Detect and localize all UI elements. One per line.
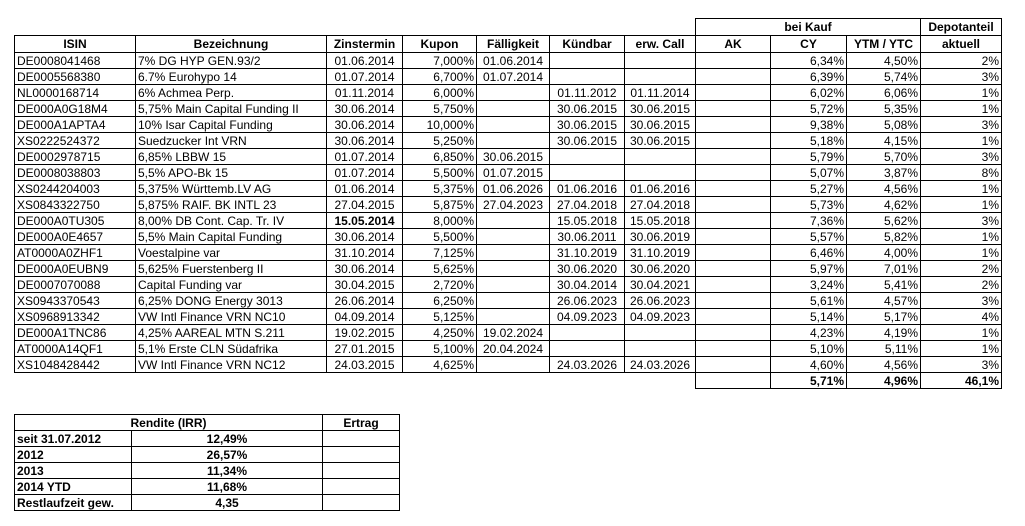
kuendbar-cell: 30.06.2015 [550,117,625,133]
total-ak [696,373,771,389]
ak-cell [696,357,771,373]
table-row [15,447,400,463]
zinstermin-cell: 01.07.2014 [327,149,403,165]
name-cell: Suedzucker Int VRN [136,133,327,149]
name-cell: 6% Achmea Perp. [136,85,327,101]
name-cell: VW Intl Finance VRN NC12 [136,357,327,373]
kupon-cell: 8,000% [403,213,477,229]
ytm-cell: 5,17% [847,309,921,325]
col-zinstermin: Zinstermin [327,36,403,53]
call-cell: 04.09.2023 [625,309,696,325]
depot-cell: 3% [921,293,1002,309]
cy-cell: 5,72% [771,101,847,117]
depot-cell: 1% [921,101,1002,117]
depot-cell: 1% [921,325,1002,341]
faelligkeit-cell [477,357,550,373]
table-row [15,325,1002,341]
ytm-cell: 4,00% [847,245,921,261]
irr-label-cell: 2013 [15,463,132,479]
col-ak: AK [696,36,771,53]
name-cell: 5,5% Main Capital Funding [136,229,327,245]
call-cell: 30.06.2020 [625,261,696,277]
name-cell: 5,875% RAIF. BK INTL 23 [136,197,327,213]
isin-cell: DE0007070088 [15,277,136,293]
cy-cell: 4,23% [771,325,847,341]
irr-ertrag-cell [323,495,400,511]
cy-cell: 6,34% [771,53,847,69]
depot-cell: 2% [921,261,1002,277]
ak-cell [696,85,771,101]
isin-cell: DE000A0G18M4 [15,101,136,117]
ak-cell [696,325,771,341]
depot-cell: 1% [921,85,1002,101]
zinstermin-cell: 26.06.2014 [327,293,403,309]
ak-cell [696,149,771,165]
isin-cell: XS0244204003 [15,181,136,197]
kupon-cell: 5,500% [403,229,477,245]
zinstermin-cell: 19.02.2015 [327,325,403,341]
kupon-cell: 10,000% [403,117,477,133]
zinstermin-cell: 01.11.2014 [327,85,403,101]
cy-cell: 4,60% [771,357,847,373]
name-cell: 6,25% DONG Energy 3013 [136,293,327,309]
irr-label-cell: 2014 YTD [15,479,132,495]
table-row [15,69,1002,85]
zinstermin-cell: 01.07.2014 [327,165,403,181]
isin-cell: XS0843322750 [15,197,136,213]
isin-cell: DE000A1APTA4 [15,117,136,133]
cy-cell: 5,18% [771,133,847,149]
name-cell: Voestalpine var [136,245,327,261]
cy-cell: 6,02% [771,85,847,101]
irr-label-cell: Restlaufzeit gew. [15,495,132,511]
faelligkeit-cell [477,245,550,261]
call-cell: 30.06.2015 [625,101,696,117]
faelligkeit-cell: 27.04.2023 [477,197,550,213]
call-cell [625,69,696,85]
ytm-cell: 6,06% [847,85,921,101]
ytm-cell: 4,50% [847,53,921,69]
isin-cell: DE0008041468 [15,53,136,69]
faelligkeit-cell [477,293,550,309]
faelligkeit-cell: 19.02.2024 [477,325,550,341]
call-cell [625,165,696,181]
isin-cell: DE000A0TU305 [15,213,136,229]
zinstermin-cell: 24.03.2015 [327,357,403,373]
kupon-cell: 6,850% [403,149,477,165]
kupon-cell: 5,625% [403,261,477,277]
kuendbar-cell: 30.06.2020 [550,261,625,277]
zinstermin-cell: 01.06.2014 [327,53,403,69]
cy-cell: 5,14% [771,309,847,325]
ak-cell [696,261,771,277]
col-depot-aktuell: aktuell [921,36,1002,53]
call-cell: 01.06.2016 [625,181,696,197]
kuendbar-cell [550,53,625,69]
depotanteil-header: Depotanteil [921,19,1002,36]
ak-cell [696,69,771,85]
ak-cell [696,213,771,229]
rendite-table [14,414,400,511]
ytm-cell: 5,82% [847,229,921,245]
kupon-cell: 5,500% [403,165,477,181]
kuendbar-cell: 04.09.2023 [550,309,625,325]
ertrag-header: Ertrag [323,415,400,431]
kuendbar-cell: 31.10.2019 [550,245,625,261]
kupon-cell: 5,875% [403,197,477,213]
kuendbar-cell: 01.11.2012 [550,85,625,101]
cy-cell: 3,24% [771,277,847,293]
name-cell: 5,5% APO-Bk 15 [136,165,327,181]
depot-cell: 1% [921,229,1002,245]
table-row [15,261,1002,277]
kuendbar-cell: 01.06.2016 [550,181,625,197]
isin-cell: DE000A1TNC86 [15,325,136,341]
col-erw-call: erw. Call [625,36,696,53]
zinstermin-cell: 27.04.2015 [327,197,403,213]
kuendbar-cell: 30.06.2015 [550,101,625,117]
ak-cell [696,293,771,309]
kupon-cell: 5,125% [403,309,477,325]
ytm-cell: 4,62% [847,197,921,213]
depot-cell: 3% [921,69,1002,85]
call-cell: 30.04.2021 [625,277,696,293]
ak-cell [696,165,771,181]
depot-cell: 3% [921,213,1002,229]
table-row [15,309,1002,325]
ytm-cell: 4,57% [847,293,921,309]
irr-label-cell: 2012 [15,447,132,463]
depot-cell: 2% [921,277,1002,293]
faelligkeit-cell: 01.06.2026 [477,181,550,197]
ytm-cell: 7,01% [847,261,921,277]
ytm-cell: 4,56% [847,181,921,197]
zinstermin-cell: 31.10.2014 [327,245,403,261]
name-cell: 7% DG HYP GEN.93/2 [136,53,327,69]
call-cell [625,341,696,357]
faelligkeit-cell: 01.06.2014 [477,53,550,69]
cy-cell: 6,39% [771,69,847,85]
kuendbar-cell: 15.05.2018 [550,213,625,229]
depot-cell: 3% [921,149,1002,165]
kuendbar-cell [550,325,625,341]
isin-cell: DE000A0E4657 [15,229,136,245]
isin-cell: DE0005568380 [15,69,136,85]
irr-value-cell: 4,35 [132,495,323,511]
ytm-cell: 5,62% [847,213,921,229]
faelligkeit-cell [477,261,550,277]
col-faelligkeit: Fälligkeit [477,36,550,53]
irr-value-cell: 26,57% [132,447,323,463]
cy-cell: 5,07% [771,165,847,181]
ak-cell [696,181,771,197]
col-kupon: Kupon [403,36,477,53]
isin-cell: XS1048428442 [15,357,136,373]
kupon-cell: 6,700% [403,69,477,85]
table-row [15,165,1002,181]
cy-cell: 5,27% [771,181,847,197]
cy-cell: 5,57% [771,229,847,245]
ak-cell [696,245,771,261]
kuendbar-cell: 30.06.2011 [550,229,625,245]
zinstermin-cell: 30.06.2014 [327,261,403,277]
kupon-cell: 4,250% [403,325,477,341]
kuendbar-cell [550,165,625,181]
call-cell: 26.06.2023 [625,293,696,309]
name-cell: 5,625% Fuerstenberg II [136,261,327,277]
ytm-cell: 5,11% [847,341,921,357]
depot-cell: 1% [921,133,1002,149]
total-depot: 46,1% [921,373,1002,389]
table-row [15,431,400,447]
isin-cell: AT0000A14QF1 [15,341,136,357]
name-cell: 10% Isar Capital Funding [136,117,327,133]
bei-kauf-header: bei Kauf [696,19,921,36]
table-row [15,117,1002,133]
name-cell: Capital Funding var [136,277,327,293]
call-cell: 31.10.2019 [625,245,696,261]
table-row [15,53,1002,69]
faelligkeit-cell [477,229,550,245]
kupon-cell: 7,125% [403,245,477,261]
name-cell: VW Intl Finance VRN NC10 [136,309,327,325]
faelligkeit-cell [477,85,550,101]
table-row [15,357,1002,373]
ytm-cell: 5,70% [847,149,921,165]
ytm-cell: 4,15% [847,133,921,149]
irr-value-cell: 11,68% [132,479,323,495]
cy-cell: 5,79% [771,149,847,165]
ytm-cell: 4,56% [847,357,921,373]
table-row [15,149,1002,165]
table-row [15,213,1002,229]
col-kuendbar: Kündbar [550,36,625,53]
kuendbar-cell: 24.03.2026 [550,357,625,373]
table-row [15,101,1002,117]
depot-cell: 4% [921,309,1002,325]
rendite-header: Rendite (IRR) [15,415,323,431]
ak-cell [696,309,771,325]
table-row [15,293,1002,309]
zinstermin-cell: 30.06.2014 [327,133,403,149]
irr-ertrag-cell [323,431,400,447]
irr-value-cell: 11,34% [132,463,323,479]
zinstermin-cell: 30.06.2014 [327,117,403,133]
kuendbar-cell [550,69,625,85]
table-row [15,277,1002,293]
table-row [15,229,1002,245]
faelligkeit-cell: 20.04.2024 [477,341,550,357]
ytm-cell: 4,19% [847,325,921,341]
kuendbar-cell: 26.06.2023 [550,293,625,309]
depot-cell: 3% [921,357,1002,373]
kupon-cell: 6,000% [403,85,477,101]
cy-cell: 5,97% [771,261,847,277]
col-isin: ISIN [15,36,136,53]
kupon-cell: 5,250% [403,133,477,149]
ytm-cell: 5,41% [847,277,921,293]
call-cell: 01.11.2014 [625,85,696,101]
call-cell [625,149,696,165]
totals-spacer [15,373,696,389]
kuendbar-cell: 30.04.2014 [550,277,625,293]
call-cell: 24.03.2026 [625,357,696,373]
zinstermin-cell: 30.06.2014 [327,101,403,117]
kupon-cell: 5,375% [403,181,477,197]
irr-label-cell: seit 31.07.2012 [15,431,132,447]
cy-cell: 9,38% [771,117,847,133]
name-cell: 5,75% Main Capital Funding II [136,101,327,117]
zinstermin-cell: 27.01.2015 [327,341,403,357]
zinstermin-cell: 30.04.2015 [327,277,403,293]
ak-cell [696,117,771,133]
kuendbar-cell [550,341,625,357]
isin-cell: DE000A0EUBN9 [15,261,136,277]
isin-cell: XS0222524372 [15,133,136,149]
call-cell: 15.05.2018 [625,213,696,229]
ytm-cell: 5,08% [847,117,921,133]
bond-portfolio-table [14,18,1002,389]
depot-cell: 1% [921,341,1002,357]
faelligkeit-cell: 01.07.2014 [477,69,550,85]
table-row [15,479,400,495]
kupon-cell: 2,720% [403,277,477,293]
faelligkeit-cell [477,309,550,325]
ak-cell [696,133,771,149]
depot-cell: 1% [921,181,1002,197]
cy-cell: 6,46% [771,245,847,261]
table-row [15,133,1002,149]
col-ytm: YTM / YTC [847,36,921,53]
table-row [15,245,1002,261]
kuendbar-cell: 30.06.2015 [550,133,625,149]
call-cell [625,53,696,69]
isin-cell: DE0002978715 [15,149,136,165]
ak-cell [696,229,771,245]
faelligkeit-cell [477,213,550,229]
kupon-cell: 4,625% [403,357,477,373]
zinstermin-cell: 15.05.2014 [327,213,403,229]
ak-cell [696,53,771,69]
table-row [15,197,1002,213]
depot-cell: 3% [921,117,1002,133]
faelligkeit-cell: 01.07.2015 [477,165,550,181]
ak-cell [696,277,771,293]
zinstermin-cell: 04.09.2014 [327,309,403,325]
zinstermin-cell: 01.07.2014 [327,69,403,85]
call-cell: 30.06.2019 [625,229,696,245]
isin-cell: XS0943370543 [15,293,136,309]
name-cell: 6,85% LBBW 15 [136,149,327,165]
total-cy: 5,71% [771,373,847,389]
ak-cell [696,341,771,357]
total-ytm: 4,96% [847,373,921,389]
table-row [15,181,1002,197]
depot-cell: 8% [921,165,1002,181]
table-row [15,463,400,479]
isin-cell: DE0008038803 [15,165,136,181]
faelligkeit-cell [477,101,550,117]
name-cell: 5,375% Württemb.LV AG [136,181,327,197]
cy-cell: 5,10% [771,341,847,357]
faelligkeit-cell [477,117,550,133]
kuendbar-cell: 27.04.2018 [550,197,625,213]
zinstermin-cell: 01.06.2014 [327,181,403,197]
name-cell: 4,25% AAREAL MTN S.211 [136,325,327,341]
table-row [15,85,1002,101]
call-cell [625,325,696,341]
ak-cell [696,101,771,117]
name-cell: 6.7% Eurohypo 14 [136,69,327,85]
isin-cell: AT0000A0ZHF1 [15,245,136,261]
col-cy: CY [771,36,847,53]
name-cell: 5,1% Erste CLN Südafrika [136,341,327,357]
ak-cell [696,197,771,213]
zinstermin-cell: 30.06.2014 [327,229,403,245]
irr-ertrag-cell [323,479,400,495]
kupon-cell: 7,000% [403,53,477,69]
cy-cell: 5,61% [771,293,847,309]
faelligkeit-cell [477,133,550,149]
faelligkeit-cell: 30.06.2015 [477,149,550,165]
table-row [15,495,400,511]
isin-cell: XS0968913342 [15,309,136,325]
cy-cell: 5,73% [771,197,847,213]
name-cell: 8,00% DB Cont. Cap. Tr. IV [136,213,327,229]
header-spacer [15,19,696,36]
isin-cell: NL0000168714 [15,85,136,101]
faelligkeit-cell [477,277,550,293]
table-row [15,341,1002,357]
call-cell: 30.06.2015 [625,117,696,133]
irr-value-cell: 12,49% [132,431,323,447]
kupon-cell: 5,100% [403,341,477,357]
irr-ertrag-cell [323,447,400,463]
ytm-cell: 5,74% [847,69,921,85]
call-cell: 30.06.2015 [625,133,696,149]
kupon-cell: 6,250% [403,293,477,309]
col-bezeichnung: Bezeichnung [136,36,327,53]
ytm-cell: 3,87% [847,165,921,181]
call-cell: 27.04.2018 [625,197,696,213]
kupon-cell: 5,750% [403,101,477,117]
cy-cell: 7,36% [771,213,847,229]
kuendbar-cell [550,149,625,165]
depot-cell: 2% [921,53,1002,69]
depot-cell: 1% [921,197,1002,213]
ytm-cell: 5,35% [847,101,921,117]
irr-ertrag-cell [323,463,400,479]
depot-cell: 1% [921,245,1002,261]
